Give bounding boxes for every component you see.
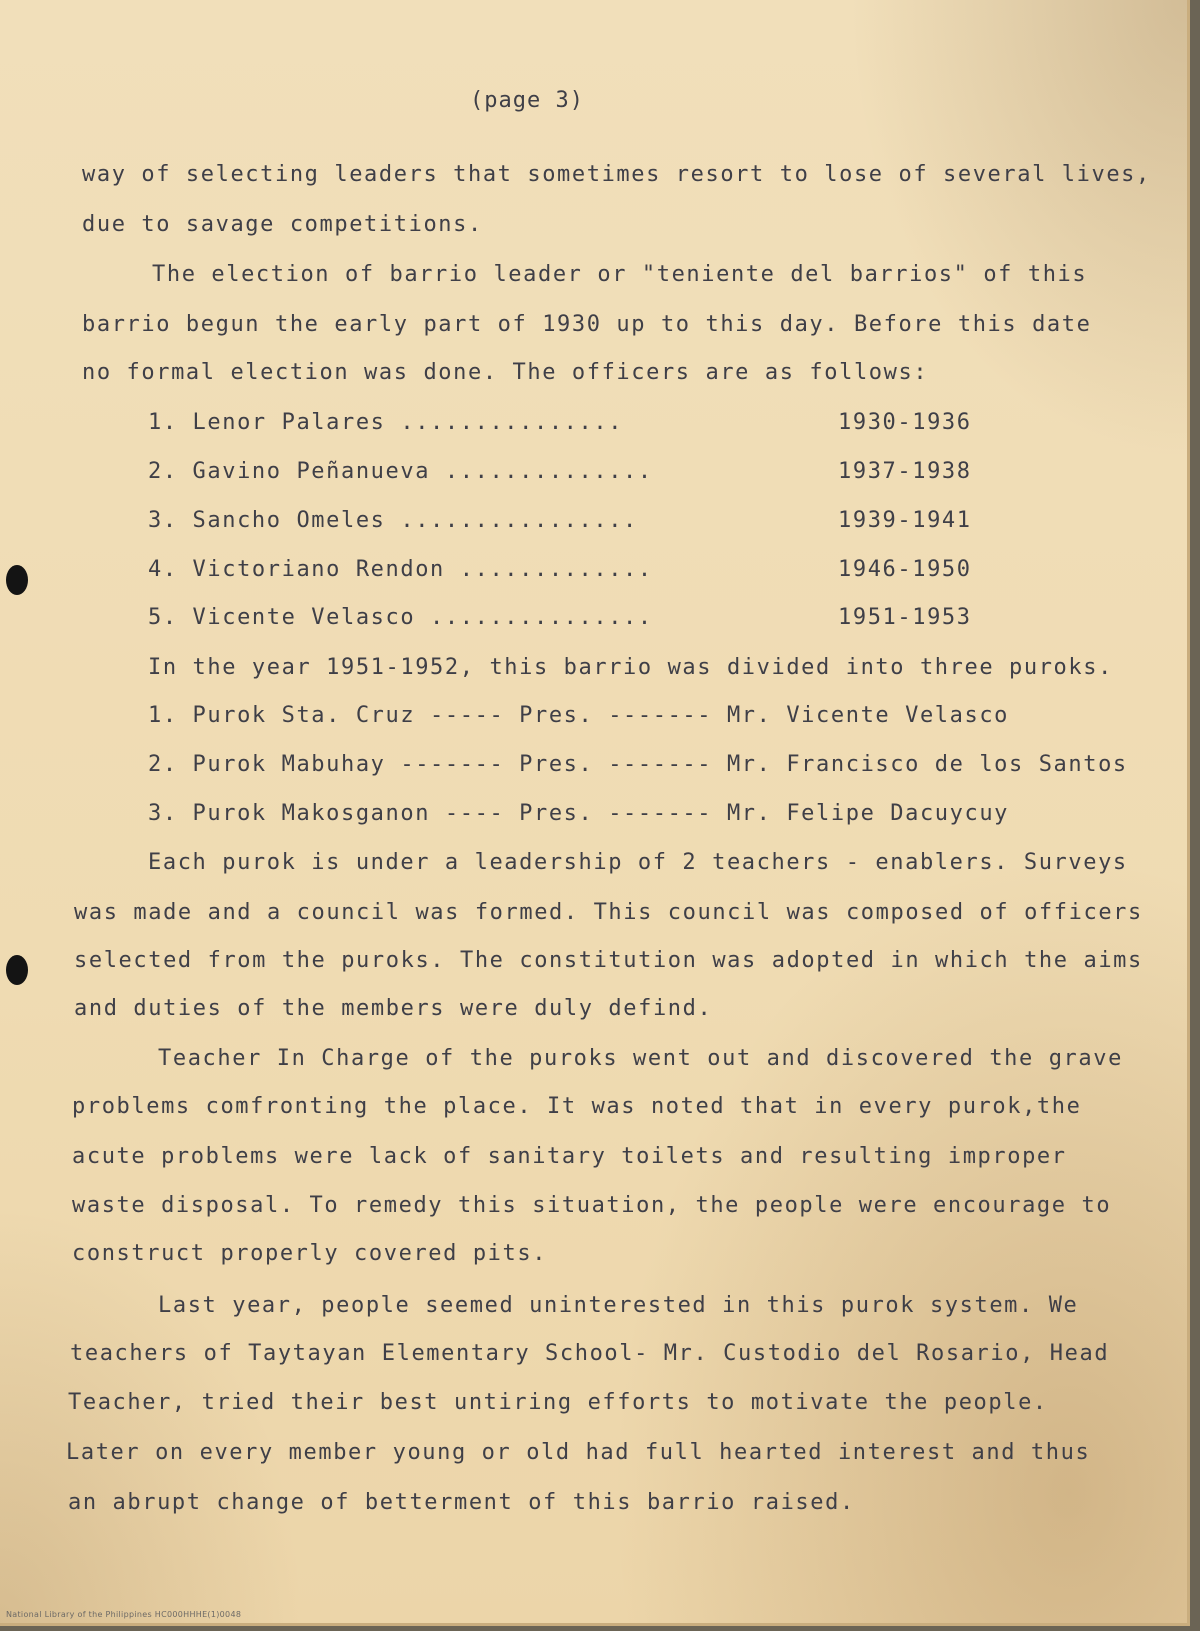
leader-entry: 4. Victoriano Rendon ............. [148, 557, 653, 582]
leadership-line: Each purok is under a leadership of 2 teachers - enablers. Surveys [148, 850, 1128, 875]
problems-line: waste disposal. To remedy this situation, the people were encourage to [72, 1193, 1112, 1218]
division-line: In the year 1951-1952, this barrio was divided into three puroks. [148, 655, 1113, 680]
election-line: The election of barrio leader or "teniente del barrios" of this [152, 262, 1088, 287]
closing-line: Later on every member young or old had full hearted interest and thus [66, 1440, 1091, 1465]
leadership-line: selected from the puroks. The constitution was adopted in which the aims [74, 948, 1143, 973]
leader-entry: 2. Gavino Peñanueva .............. [148, 459, 653, 484]
closing-line: Teacher, tried their best untiring efforts to motivate the people. [68, 1390, 1048, 1415]
election-line: no formal election was done. The officers are as follows: [82, 360, 929, 385]
closing-line: an abrupt change of betterment of this barrio raised. [68, 1490, 855, 1515]
closing-line: Last year, people seemed uninterested in this purok system. We [158, 1293, 1079, 1318]
leader-years: 1946-1950 [838, 557, 972, 582]
leader-years: 1951-1953 [838, 605, 972, 630]
punch-hole-top [6, 565, 28, 595]
problems-line: problems comfronting the place. It was noted that in every purok,the [72, 1094, 1082, 1119]
closing-line: teachers of Taytayan Elementary School- Mr. Custodio del Rosario, Head [70, 1341, 1110, 1366]
problems-line: acute problems were lack of sanitary toilets and resulting improper [72, 1144, 1067, 1169]
leadership-line: and duties of the members were duly defind. [74, 996, 713, 1021]
purok-row: 3. Purok Makosganon ---- Pres. ------- Mr. Felipe Dacuycuy [148, 801, 1010, 826]
leader-entry: 1. Lenor Palares ............... [148, 410, 624, 435]
leader-years: 1937-1938 [838, 459, 972, 484]
purok-row: 1. Purok Sta. Cruz ----- Pres. ------- Mr. Vicente Velasco [148, 703, 1010, 728]
leader-row [148, 605, 972, 630]
problems-line: Teacher In Charge of the puroks went out and discovered the grave [158, 1046, 1123, 1071]
leader-row [148, 508, 972, 533]
leader-years: 1939-1941 [838, 508, 972, 533]
page-label: (page 3) [470, 88, 584, 113]
archive-stamp: National Library of the Philippines HC000HHHE(1)0048 [6, 1610, 242, 1619]
leader-years: 1930-1936 [838, 410, 972, 435]
problems-line: construct properly covered pits. [72, 1241, 548, 1266]
election-line: barrio begun the early part of 1930 up to this day. Before this date [82, 312, 1092, 337]
leader-entry: 3. Sancho Omeles ................ [148, 508, 638, 533]
purok-row: 2. Purok Mabuhay ------- Pres. ------- Mr. Francisco de los Santos [148, 752, 1128, 777]
punch-hole-bottom [6, 955, 28, 985]
intro-line: way of selecting leaders that sometimes resort to lose of several lives, [82, 162, 1151, 187]
leader-row [148, 557, 972, 582]
leadership-line: was made and a council was formed. This council was composed of officers [74, 900, 1143, 925]
leader-entry: 5. Vicente Velasco ............... [148, 605, 653, 630]
leader-row [148, 410, 972, 435]
leader-row [148, 459, 972, 484]
intro-line: due to savage competitions. [82, 212, 483, 237]
